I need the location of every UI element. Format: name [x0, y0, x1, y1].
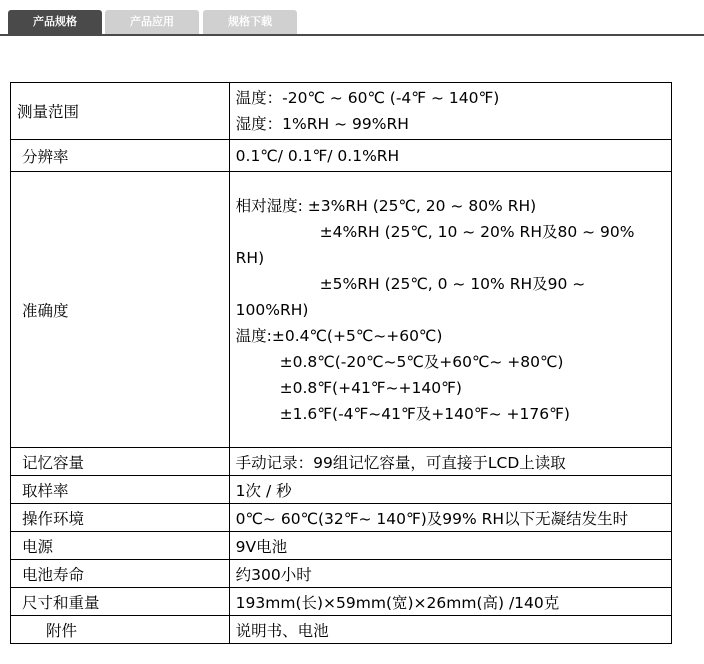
- accuracy-line: 温度:±0.4℃(+5℃~+60℃): [235, 326, 443, 345]
- table-row: [11, 504, 672, 532]
- row-label-sampling: 取样率: [11, 476, 230, 504]
- row-value-power: 9V电池: [229, 532, 671, 560]
- accuracy-line: ±1.6℉(-4℉~41℉及+140℉~ +176℉): [279, 404, 570, 423]
- range-humidity: 湿度：1%RH ~ 99%RH: [235, 115, 409, 133]
- row-label-range: 测量范围: [11, 83, 230, 140]
- row-value-resolution: 0.1℃/ 0.1℉/ 0.1%RH: [229, 140, 671, 172]
- row-label-accuracy: 准确度: [11, 172, 230, 448]
- row-label-power: 电源: [11, 532, 230, 560]
- accuracy-line: 相对湿度: ±3%RH (25℃, 20 ~ 80% RH): [235, 196, 537, 215]
- table-row: [11, 560, 672, 588]
- row-value-sampling: 1次 / 秒: [229, 476, 671, 504]
- tab-applications[interactable]: 产品应用: [105, 10, 199, 34]
- row-value-battery-life: 约300小时: [229, 560, 671, 588]
- accuracy-line: ±0.8℃(-20℃~5℃及+60℃~ +80℃): [279, 352, 564, 371]
- table-row: [11, 83, 672, 140]
- table-row: [11, 140, 672, 172]
- table-row: [11, 588, 672, 616]
- tab-specifications[interactable]: 产品规格: [8, 10, 102, 34]
- row-label-memory: 记忆容量: [11, 448, 230, 476]
- row-value-range: [229, 83, 671, 140]
- tab-downloads[interactable]: 规格下载: [203, 10, 297, 34]
- tab-bar: [0, 0, 704, 36]
- row-value-accessories: 说明书、电池: [229, 616, 671, 644]
- row-label-size-weight: 尺寸和重量: [11, 588, 230, 616]
- table-row: [11, 476, 672, 504]
- table-row: [11, 532, 672, 560]
- accuracy-line: 100%RH): [235, 300, 309, 319]
- table-row: [11, 448, 672, 476]
- row-value-environment: 0℃~ 60℃(32℉~ 140℉)及99% RH以下无凝结发生时: [229, 504, 671, 532]
- row-value-size-weight: 193mm(长)×59mm(宽)×26mm(高) /140克: [229, 588, 671, 616]
- row-label-battery-life: 电池寿命: [11, 560, 230, 588]
- table-row: [11, 616, 672, 644]
- accuracy-line: ±4%RH (25℃, 10 ~ 20% RH及80 ~ 90%: [319, 222, 635, 241]
- accuracy-line: ±5%RH (25℃, 0 ~ 10% RH及90 ~: [319, 274, 586, 293]
- tab-baseline: [0, 34, 704, 36]
- range-temperature: 温度：-20℃ ~ 60℃ (-4℉ ~ 140℉): [235, 89, 500, 107]
- accuracy-line: ±0.8℉(+41℉~+140℉): [279, 378, 462, 397]
- accuracy-line: RH): [235, 248, 265, 267]
- row-label-environment: 操作环境: [11, 504, 230, 532]
- row-value-memory: 手动记录：99组记忆容量，可直接于LCD上读取: [229, 448, 671, 476]
- spec-table: [10, 82, 672, 644]
- table-row: [11, 172, 672, 448]
- row-label-resolution: 分辨率: [11, 140, 230, 172]
- row-value-accuracy: [229, 172, 671, 448]
- row-label-accessories: 附件: [11, 616, 230, 644]
